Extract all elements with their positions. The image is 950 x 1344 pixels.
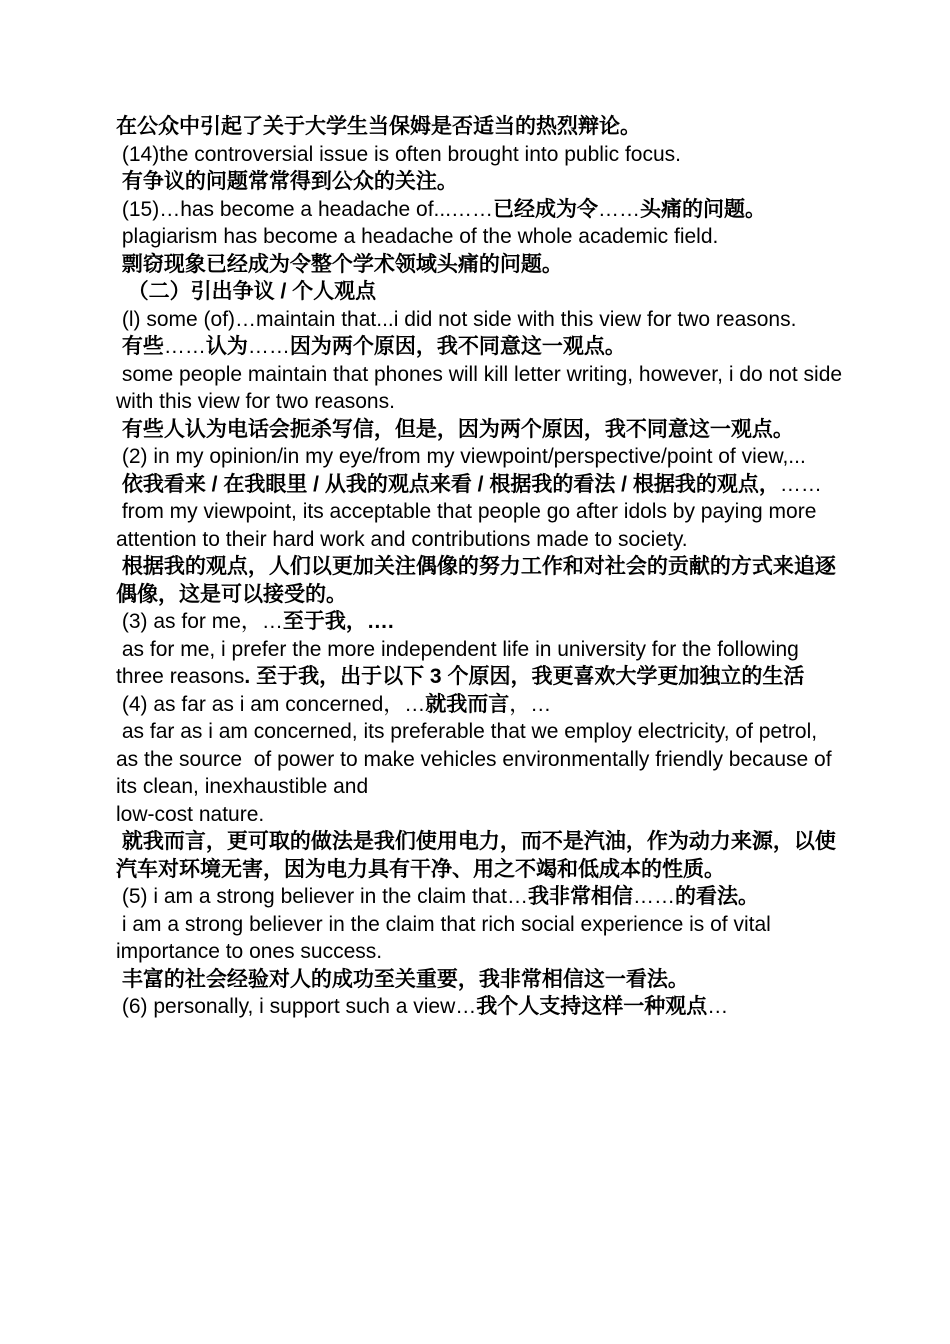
text-line <box>116 471 844 499</box>
bold-text-segment: 有些人认为电话会扼杀写信，但是，因为两个原因，我不同意这一观点。 <box>116 417 794 441</box>
text-line <box>116 196 844 224</box>
text-line <box>116 113 844 141</box>
bold-text-segment: 我非常相信 <box>528 885 634 908</box>
text-line <box>116 718 844 801</box>
text-line <box>116 306 844 334</box>
text-segment: (15)…has become a headache of...…… <box>116 197 494 221</box>
bold-text-segment: 剽窃现象已经成为令整个学术领域头痛的问题。 <box>116 252 563 276</box>
bold-text-segment: . 至于我，出于以下 3 个原因，我更喜欢大学更加独立的生活 <box>244 665 805 688</box>
text-segment: low-cost nature. <box>116 802 265 826</box>
text-segment: ，… <box>509 692 552 716</box>
text-line <box>116 361 848 416</box>
text-line <box>116 141 844 169</box>
text-segment: (5) i am a strong believer in the claim that… <box>116 885 529 908</box>
text-line <box>116 608 844 636</box>
text-segment: …… <box>598 197 641 221</box>
text-line <box>116 416 844 444</box>
text-segment: (l) some (of)…maintain that...i did not side with this view for two reasons. <box>116 307 797 331</box>
text-segment: …… <box>163 335 206 358</box>
text-segment: (6) personally, i support such a view… <box>116 995 477 1018</box>
text-line <box>116 993 844 1021</box>
bold-text-segment: 根据我的观点，人们以更加关注偶像的努力工作和对社会的贡献的方式来追逐偶像，这是可以接受的。 <box>116 555 836 606</box>
text-line <box>116 636 844 691</box>
bold-text-segment: 我个人支持这样一种观点 <box>476 995 708 1018</box>
text-segment: (3) as for me，… <box>116 610 283 633</box>
text-segment: from my viewpoint, its acceptable that people go after idols by paying more attention to their hard work and contributions made to society. <box>116 500 829 551</box>
text-line <box>116 498 844 553</box>
text-segment: …… <box>779 472 822 496</box>
text-line <box>116 828 844 883</box>
text-segment: plagiarism has become a headache of the whole academic field. <box>116 225 719 248</box>
bold-text-segment: 依我看来 / 在我眼里 / 从我的观点来看 / 根据我的看法 / 根据我的观点， <box>116 472 780 496</box>
text-line <box>116 443 844 471</box>
text-segment: as for me, i prefer the more independent life in university for the following three reasons <box>116 637 811 688</box>
bold-text-segment: 认为 <box>205 335 248 358</box>
bold-text-segment: 有争议的问题常常得到公众的关注。 <box>116 170 458 193</box>
text-segment: some people maintain that phones will kill letter writing, however, i do not side with this view for two reasons. <box>116 362 848 413</box>
bold-text-segment: （二）引出争议 / 个人观点 <box>116 280 377 303</box>
text-line <box>116 911 844 966</box>
bold-text-segment: 有些 <box>116 335 164 358</box>
text-line <box>116 691 844 719</box>
text-line <box>116 333 844 361</box>
bold-text-segment: 就我而言 <box>425 692 510 716</box>
text-segment: as far as i am concerned, its preferable that we employ electricity, of petrol, as the source of power to make vehicles environmentally friendly because of its clean, inexhaustible and <box>116 720 838 798</box>
text-line <box>116 168 844 196</box>
text-line <box>116 883 844 911</box>
text-segment: …… <box>247 335 290 358</box>
bold-text-segment: 至于我，…. <box>282 610 394 633</box>
document-page <box>116 113 848 1021</box>
text-line <box>116 278 844 306</box>
text-segment: i am a strong believer in the claim that rich social experience is of vital importance to ones success. <box>116 912 777 963</box>
bold-text-segment: 头痛的问题。 <box>640 197 767 221</box>
bold-text-segment: 因为两个原因，我不同意这一观点。 <box>289 335 626 358</box>
text-line <box>116 251 844 279</box>
text-line <box>116 223 844 251</box>
bold-text-segment: 丰富的社会经验对人的成功至关重要，我非常相信这一看法。 <box>116 967 689 991</box>
text-segment: … <box>707 995 729 1018</box>
bold-text-segment: 的看法。 <box>675 885 760 908</box>
text-line <box>116 801 844 829</box>
bold-text-segment: 就我而言，更可取的做法是我们使用电力，而不是汽油，作为动力来源，以使汽车对环境无害，因为电力具有干净、用之不竭和低成本的性质。 <box>116 830 836 881</box>
bold-text-segment: 在公众中引起了关于大学生当保姆是否适当的热烈辩论。 <box>116 115 641 138</box>
text-line <box>116 966 844 994</box>
text-segment: …… <box>633 885 676 908</box>
text-segment: (4) as far as i am concerned，… <box>116 692 426 716</box>
text-segment: (2) in my opinion/in my eye/from my viewpoint/perspective/point of view,... <box>116 445 806 468</box>
bold-text-segment: 已经成为令 <box>493 197 599 221</box>
text-line <box>116 553 844 608</box>
text-segment: (14)the controversial issue is often brought into public focus. <box>116 142 681 166</box>
